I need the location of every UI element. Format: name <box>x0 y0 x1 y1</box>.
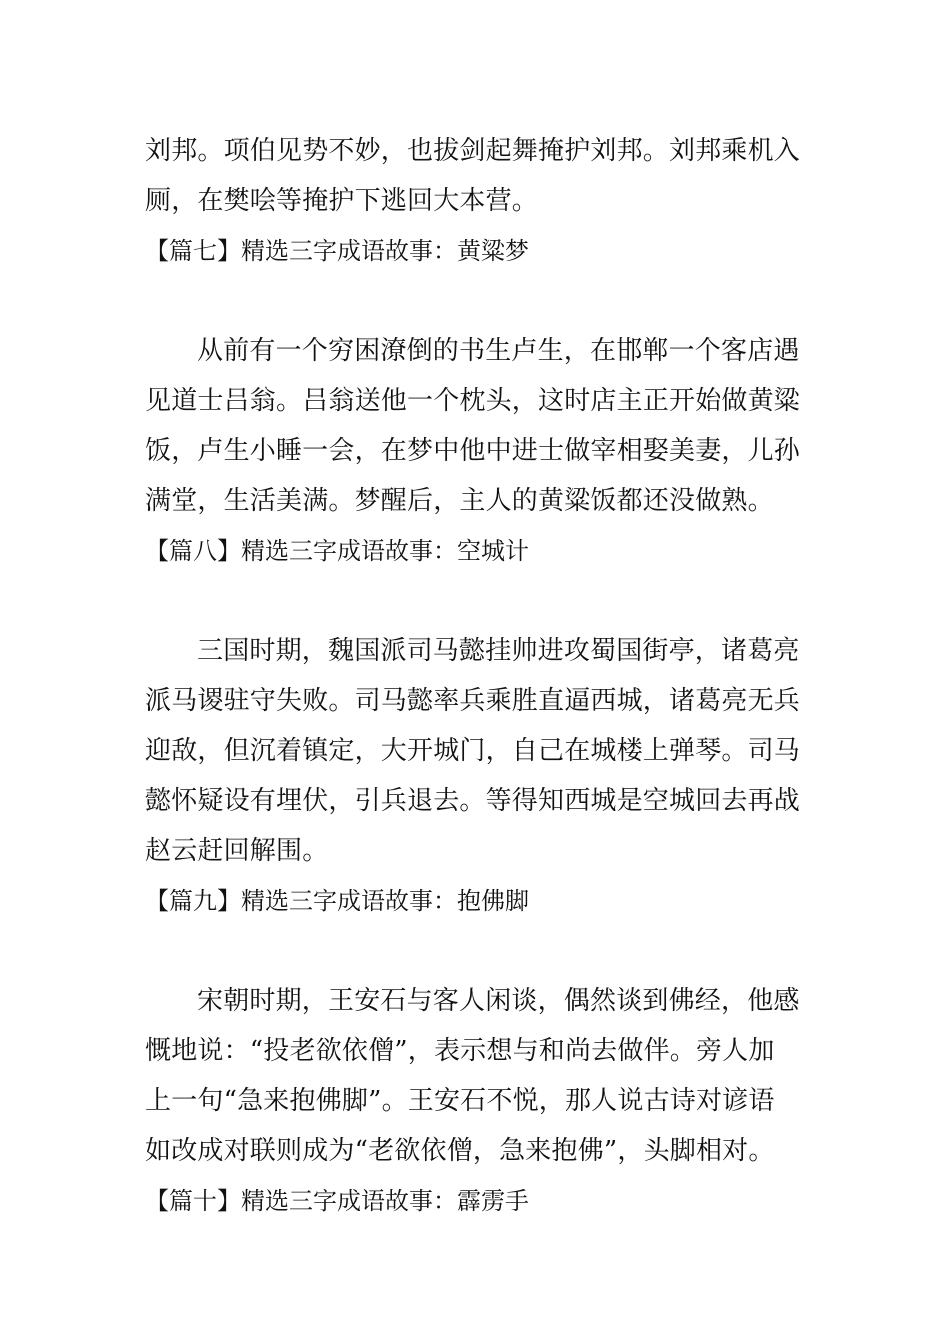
paragraph-line: 见道士吕翁。吕翁送他一个枕头，这时店主正开始做黄粱 <box>145 386 801 416</box>
paragraph-line: 上一句“急来抱佛脚”。王安石不悦，那人说古诗对谚语 <box>145 1086 775 1116</box>
paragraph-line: 饭，卢生小睡一会，在梦中他中进士做宰相娶美妻，儿孙 <box>145 436 801 466</box>
paragraph-line: 宋朝时期，王安石与客人闲谈，偶然谈到佛经，他感 <box>197 986 800 1016</box>
section-heading-7: 【篇七】精选三字成语故事：黄粱梦 <box>145 237 529 265</box>
paragraph-line: 赵云赶回解围。 <box>145 836 329 866</box>
paragraph-line: 慨地说：“投老欲依僧”，表示想与和尚去做伴。旁人加 <box>145 1036 775 1066</box>
section-heading-9: 【篇九】精选三字成语故事：抱佛脚 <box>145 887 529 915</box>
paragraph-line: 派马谡驻守失败。司马懿率兵乘胜直逼西城，诸葛亮无兵 <box>145 686 801 716</box>
paragraph-line: 懿怀疑设有埋伏，引兵退去。等得知西城是空城回去再战 <box>145 786 801 816</box>
blank-line <box>145 576 807 626</box>
paragraph-line: 满堂，生活美满。梦醒后，主人的黄粱饭都还没做熟。 <box>145 486 774 516</box>
blank-line <box>145 276 807 326</box>
paragraph-line: 迎敌，但沉着镇定，大开城门，自己在城楼上弹琴。司马 <box>145 736 801 766</box>
blank-line <box>145 926 807 976</box>
intro-line: 刘邦。项伯见势不妙，也拔剑起舞掩护刘邦。刘邦乘机入 <box>145 136 801 166</box>
section-heading-8: 【篇八】精选三字成语故事：空城计 <box>145 537 529 565</box>
section-heading-10: 【篇十】精选三字成语故事：霹雳手 <box>145 1187 529 1215</box>
document-page <box>145 126 807 1226</box>
paragraph-line: 如改成对联则成为“老欲依僧，急来抱佛”，头脚相对。 <box>145 1136 775 1166</box>
paragraph-line: 从前有一个穷困潦倒的书生卢生，在邯郸一个客店遇 <box>197 336 800 366</box>
intro-line: 厕，在樊哙等掩护下逃回大本营。 <box>145 186 539 216</box>
paragraph-line: 三国时期，魏国派司马懿挂帅进攻蜀国街亭，诸葛亮 <box>197 636 800 666</box>
